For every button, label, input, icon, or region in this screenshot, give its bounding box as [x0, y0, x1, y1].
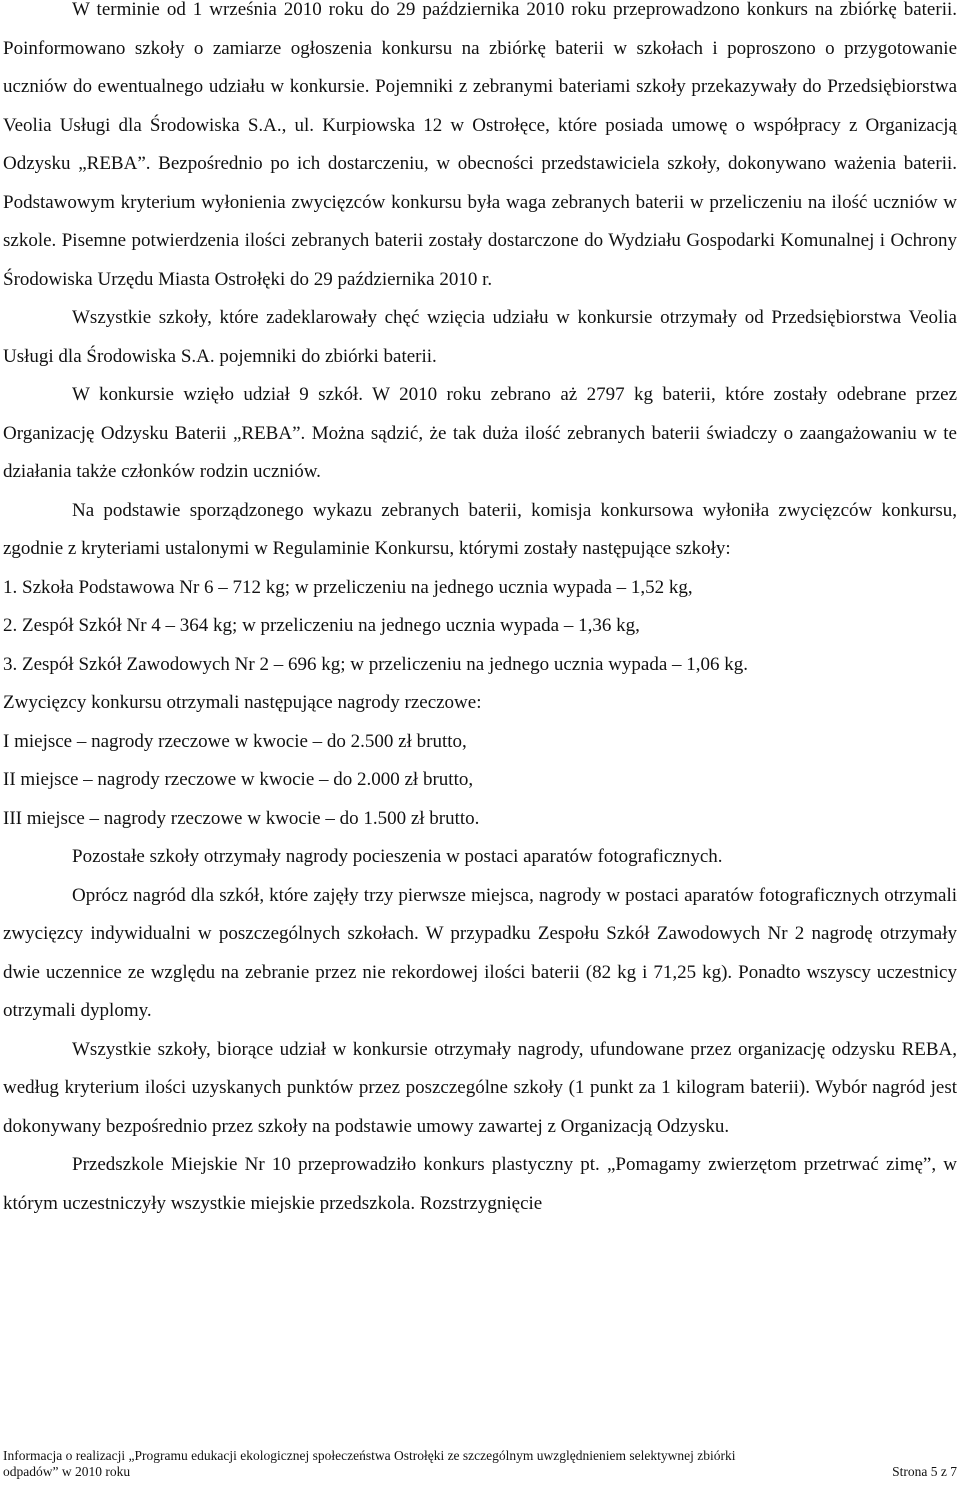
paragraph-contest-description: W terminie od 1 września 2010 roku do 29 października 2010 roku przeprowadzono konkurs na zbiórkę baterii. Poinformowano szkoły o zamiarze ogłoszenia konkursu na zbiórkę baterii w szkołach i poproszono o przygotowanie uczniów do ewentualnego udziału w konkursie. Pojemniki z zebranymi bateriami szkoły przekazywały do Przedsiębiorstwa Veolia Usługi dla Środowiska S.A., ul. Kurpiowska 12 w Ostrołęce, które posiada umowę o współpracy z Organizacją Odzysku „REBA”. Bezpośrednio po ich dostarczeniu, w obecności przedstawiciela szkoły, dokonywano ważenia baterii. Podstawowym kryterium wyłonienia zwycięzców konkursu była waga zebranych baterii w przeliczeniu na ilość uczniów w szkole. Pisemne potwierdzenia ilości zebranych baterii zostały dostarczone do Wydziału Gospodarki Komunalnej i Ochrony Środowiska Urzędu Miasta Ostrołęki do 29 października 2010 r.	[3, 0, 957, 290]
winner-item-2: 2. Zespół Szkół Nr 4 – 364 kg; w przeliczeniu na jednego ucznia wypada – 1,36 kg,	[3, 615, 640, 636]
paragraph-consolation-prizes: Pozostałe szkoły otrzymały nagrody pocieszenia w postaci aparatów fotograficznych.	[72, 846, 723, 867]
winner-item-1: 1. Szkoła Podstawowa Nr 6 – 712 kg; w przeliczeniu na jednego ucznia wypada – 1,52 kg,	[3, 576, 693, 598]
page-footer	[3, 1448, 957, 1480]
paragraph-participation: W konkursie wzięło udział 9 szkół. W 2010 roku zebrano aż 2797 kg baterii, które zostały odebrane przez Organizację Odzysku Baterii „REBA”. Można sądzić, że tak duża ilość zebranych baterii świadczy o zaangażowaniu w te działania także członków rodzin uczniów.	[3, 384, 957, 482]
prize-item-3: III miejsce – nagrody rzeczowe w kwocie – do 1.500 zł brutto.	[3, 807, 480, 829]
page-number: Strona 5 z 7	[892, 1464, 957, 1479]
document-body	[3, 0, 957, 1223]
footer-second-line	[3, 1464, 957, 1480]
winner-item-3: 3. Zespół Szkół Zawodowych Nr 2 – 696 kg; w przeliczeniu na jednego ucznia wypada – 1,06 kg.	[3, 653, 749, 675]
paragraph-reba-prizes: Wszystkie szkoły, biorące udział w konkursie otrzymały nagrody, ufundowane przez organizację odzysku REBA, według kryterium ilości uzyskanych punktów przez poszczególne szkoły (1 punkt za 1 kilogram baterii). Wybór nagród jest dokonywany bezpośrednio przez szkoły na podstawie umowy zawartej z Organizacją Odzysku.	[3, 1038, 957, 1137]
footer-title-continued: odpadów” w 2010 roku	[3, 1464, 131, 1479]
prize-item-2: II miejsce – nagrody rzeczowe w kwocie – do 2.000 zł brutto,	[3, 769, 474, 790]
prize-item-1: I miejsce – nagrody rzeczowe w kwocie – do 2.500 zł brutto,	[3, 730, 467, 752]
paragraph-winners-intro: Na podstawie sporządzonego wykazu zebranych baterii, komisja konkursowa wyłoniła zwycięzców konkursu, zgodnie z kryteriami ustalonymi w Regulaminie Konkursu, którymi zostały następujące szkoły:	[3, 499, 957, 559]
prizes-intro: Zwycięzcy konkursu otrzymali następujące nagrody rzeczowe:	[3, 692, 482, 713]
footer-title-line: Informacja o realizacji „Programu edukacji ekologicznej społeczeństwa Ostrołęki ze szczególnym uwzględnieniem selektywnej zbiórki	[3, 1448, 736, 1463]
paragraph-kindergarten-contest: Przedszkole Miejskie Nr 10 przeprowadziło konkurs plastyczny pt. „Pomagamy zwierzętom przetrwać zimę”, w którym uczestniczyły wszystkie miejskie przedszkola. Rozstrzygnięcie	[3, 1154, 957, 1214]
paragraph-individual-prizes: Oprócz nagród dla szkół, które zajęły trzy pierwsze miejsca, nagrody w postaci aparatów fotograficznych otrzymali zwycięzcy indywidualni w poszczególnych szkołach. W przypadku Zespołu Szkół Zawodowych Nr 2 nagrodę otrzymały dwie uczennice ze względu na zebranie przez nie rekordowej ilości baterii (82 kg i 71,25 kg). Ponadto wszyscy uczestnicy otrzymali dyplomy.	[3, 884, 957, 1021]
paragraph-containers: Wszystkie szkoły, które zadeklarowały chęć wzięcia udziału w konkursie otrzymały od Przedsiębiorstwa Veolia Usługi dla Środowiska S.A. pojemniki do zbiórki baterii.	[3, 307, 957, 367]
